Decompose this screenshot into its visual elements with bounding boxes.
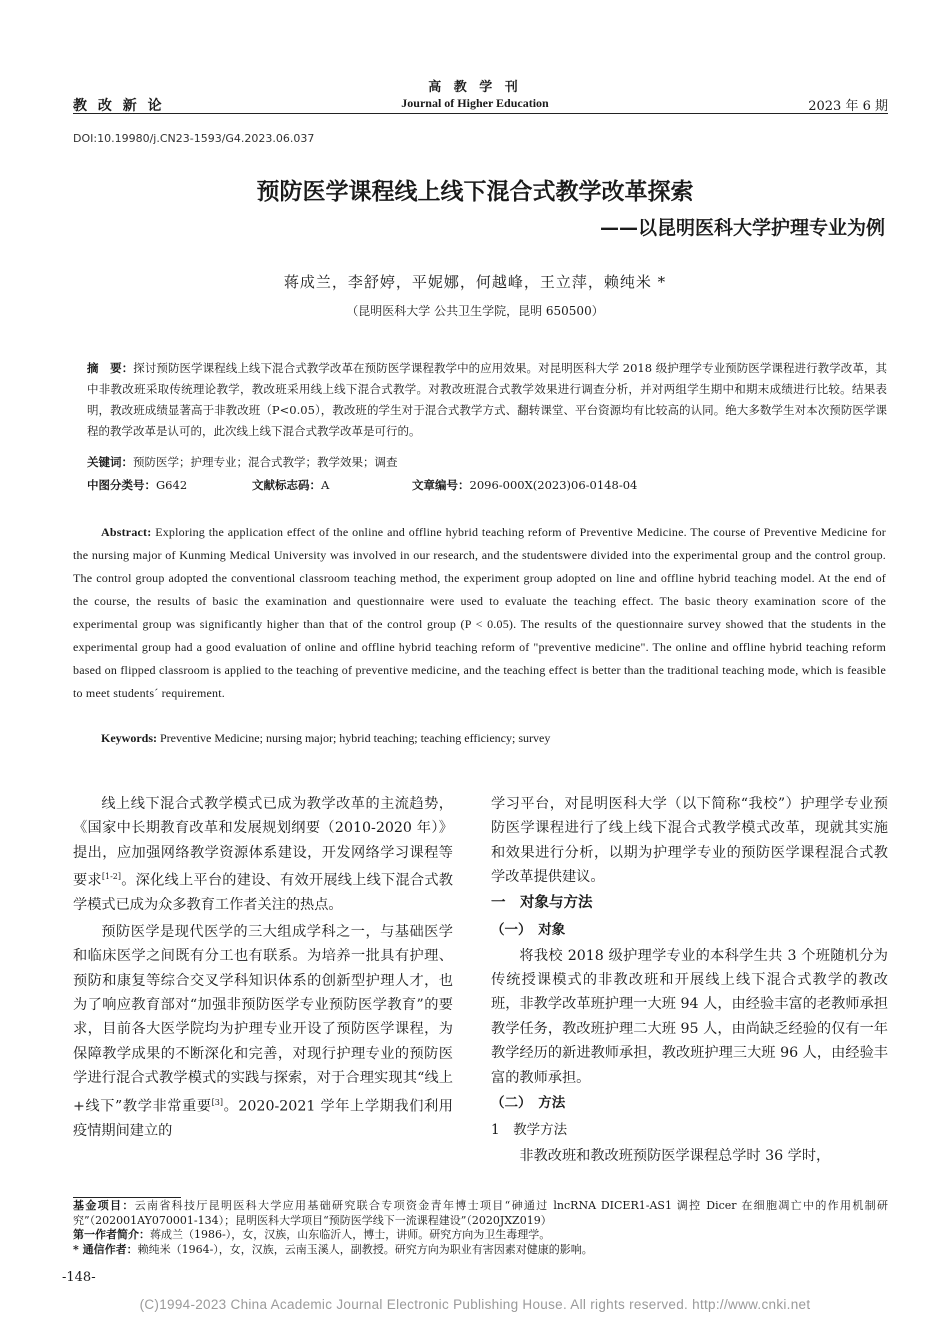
abstract-en-text: Exploring the application effect of the online and offline hybrid teaching reform of Preventive Medicine. The course of Preventive Medicine for the nursing major of Kunming Medical University was involved in our research, and the studentswere divided into the experimental group and the control group. The control group adopted the conventional classroom teaching method, the experiment group adopted on line and offline hybrid teaching model. At the end of the course, the results of basic the examination and questionnaire were used to evaluate the teaching effect. The basic theory examination score of the experimental group was significantly higher than that of the control group (P < 0.05). The results of the questionnaire survey showed that the students in the experimental group had a good evaluation of online and offline hybrid teaching reform of "preventive medicine". The online and offline hybrid teaching reform based on flipped classroom is applied to the teaching of preventive medicine, and the teaching effect is better than the traditional teaching mode, which is feasible to meet students´ requirement. <box>73 525 886 700</box>
footnote-divider <box>73 1197 181 1198</box>
author-list: 蒋成兰，李舒婷，平妮娜，何越峰，王立萍，赖纯米 * <box>283 273 667 291</box>
document-code <box>252 475 412 496</box>
body-paragraph: 将我校 2018 级护理学专业的本科学生共 3 个班随机分为传统授课模式的非教改班和开展线上线下混合式教学的教改班，非教学改革班护理一大班 94 人，由经验丰富的老教师承担教学任务，教改班护理二大班 95 人，由尚缺乏经验的仅有一年教学经历的新进教师承担，教改班护理三大班 96 人，由经验丰富的教师承担。 <box>491 947 888 1086</box>
body-column-left <box>73 792 453 1143</box>
footnote-funding <box>73 1199 888 1228</box>
journal-name-en: Journal of Higher Education <box>401 96 549 110</box>
journal-name-cn: 高 教 学 刊 <box>428 80 522 95</box>
footnote-label: 基金项目： <box>73 1199 135 1212</box>
text-run: 预防医学是现代医学的三大组成学科之一，与基础医学和临床医学之间既有分工也有联系。为培养一批具有护理、预防和康复等综合交叉学科知识体系的创新型护理人才，也为了响应教育部对“加强非预防医学专业预防医学教育”的要求，目前各大医学院均为护理专业开设了预防医学课程，为保障教学成果的不断深化和完善，对现行护理专业的预防医学进行混合式教学模式的实践与探索，对于合理实现其“线上+线下”教学非常重要 <box>73 923 453 1115</box>
abstract-en <box>73 521 886 705</box>
footnote-text: 蒋成兰（1986-），女，汉族，山东临沂人，博士，讲师。研究方向为卫生毒理学。 <box>150 1228 551 1241</box>
section-name: 教 改 新 论 <box>73 98 165 114</box>
subsection-heading: （一） 对象 <box>491 921 566 938</box>
affiliation: （昆明医科大学 公共卫生学院，昆明 650500） <box>346 304 604 318</box>
keywords-en-text: Preventive Medicine; nursing major; hybrid teaching; teaching efficiency; survey <box>160 731 551 745</box>
clc-value: G642 <box>156 478 188 492</box>
body-paragraph <box>73 792 453 918</box>
keywords-cn <box>87 452 887 473</box>
body-paragraph: 学习平台，对昆明医科大学（以下简称“我校”）护理学专业预防医学课程进行了线上线下混合式教学模式改革，现就其实施和效果进行分析，以期为护理学专业的预防医学课程混合式教学改革提供建议。 <box>491 796 888 886</box>
footnotes <box>73 1199 888 1257</box>
footnote-label: 第一作者简介： <box>73 1228 150 1241</box>
subsection-heading: （二） 方法 <box>491 1095 566 1112</box>
header-divider <box>73 113 888 114</box>
doc-label: 文献标志码： <box>252 478 321 492</box>
abstract-cn-text: 探讨预防医学课程线上线下混合式教学改革在预防医学课程教学中的应用效果。对昆明医科大学 2018 级护理学专业预防医学课程进行教学改革，其中非教改班采取传统理论教学，教改班采用线上线下混合式教学。对教改班混合式教学效果进行调查分析，并对两组学生期中和期末成绩进行比较。结果表明，教改班成绩显著高于非教改班（P<0.05），教改班的学生对于混合式教学方式、翻转课堂、平台资源均有比较高的认同。绝大多数学生对本次预防医学课程的教学改革是认可的，此次线上线下混合式教学改革是可行的。 <box>87 361 887 438</box>
copyright-watermark: (C)1994-2023 China Academic Journal Electronic Publishing House. All rights reserved. http://www.cnki.net <box>139 1297 811 1312</box>
text-run: 。深化线上平台的建设、有效开展线上线下混合式教学模式已成为众多教育工作者关注的热点。 <box>73 872 453 914</box>
classification-row <box>87 475 887 496</box>
sub-subsection-heading: 1 教学方法 <box>491 1122 568 1139</box>
keywords-en-label: Keywords: <box>101 731 157 745</box>
footnote-text: 赖纯米（1964-），女，汉族，云南玉溪人，副教授。研究方向为职业有害因素对健康的影响。 <box>137 1242 593 1256</box>
abstract-cn <box>87 358 887 442</box>
doi: DOI:10.19980/j.CN23-1593/G4.2023.06.037 <box>73 132 315 145</box>
paper-title: 预防医学课程线上线下混合式教学改革探索 <box>256 179 694 205</box>
citation-ref[interactable]: [3] <box>211 1097 223 1107</box>
doc-value: A <box>321 478 330 492</box>
footnote-label: * 通信作者： <box>73 1242 138 1256</box>
issue-label: 2023 年 6 期 <box>808 99 888 114</box>
keywords-cn-text: 预防医学；护理专业；混合式教学；教学效果；调查 <box>133 455 398 469</box>
body-paragraph <box>73 920 453 1143</box>
section-heading: 一 对象与方法 <box>491 894 593 911</box>
clc-code <box>87 475 252 496</box>
text-run: 。2020-2021 学年上学期我们利用疫情期间建立的 <box>73 1098 453 1139</box>
footnote-corresponding <box>73 1243 888 1258</box>
footnote-first-author <box>73 1228 888 1243</box>
keywords-en <box>101 731 550 746</box>
citation-ref[interactable]: [1-2] <box>101 872 121 882</box>
article-value: 2096-000X(2023)06-0148-04 <box>469 478 638 492</box>
page-number: -148- <box>62 1270 96 1285</box>
keywords-cn-label: 关键词： <box>87 455 133 469</box>
abstract-en-label: Abstract: <box>101 525 152 539</box>
clc-label: 中图分类号： <box>87 478 156 492</box>
paper-subtitle: ——以昆明医科大学护理专业为例 <box>599 217 885 239</box>
abstract-cn-label: 摘 要： <box>87 361 134 375</box>
body-column-right <box>491 792 888 1168</box>
text-run: 线上线下混合式教学模式已成为教学改革的主流趋势，《国家中长期教育改革和发展规划纲要（2010-2020 年）》提出，应加强网络教学资源体系建设，开发网络学习课程等要求 <box>73 796 453 889</box>
footnote-text: 云南省科技厅昆明医科大学应用基础研究联合专项资金青年博士项目“砷通过 lncRNA DICER1-AS1 调控 Dicer 在细胞凋亡中的作用机制研究”（202001AY070001-134）；昆明医科大学项目“预防医学线下一流课程建设”（2020JXZ019） <box>73 1199 889 1227</box>
article-number <box>412 475 637 496</box>
article-label: 文章编号： <box>412 478 470 492</box>
body-paragraph: 非教改班和教改班预防医学课程总学时 36 学时， <box>519 1148 831 1165</box>
